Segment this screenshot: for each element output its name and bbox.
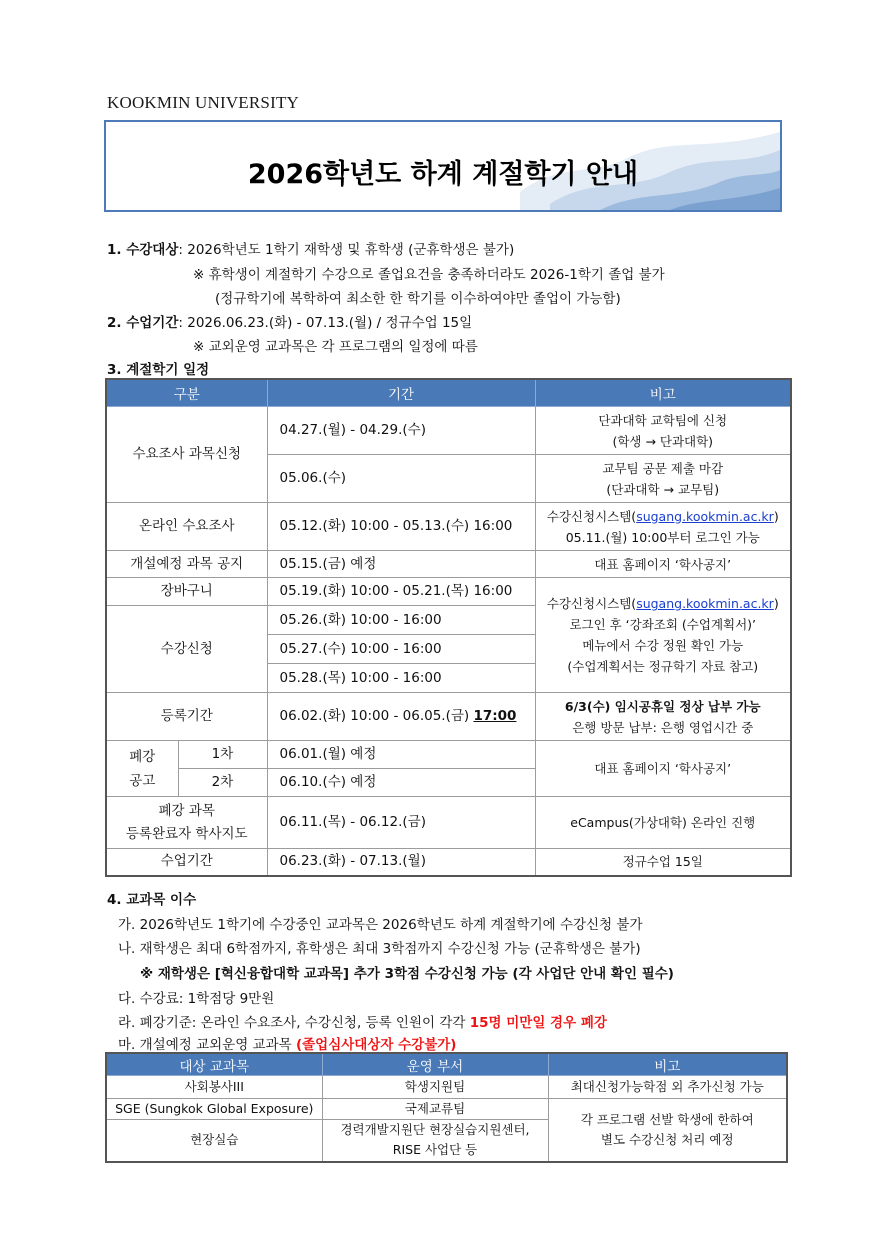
col-header-course-remarks: 비고: [548, 1053, 787, 1076]
row-label-class-period: 수업기간: [106, 849, 267, 876]
row-label-registration: 수강신청: [106, 606, 267, 693]
section1-label: 1. 수강대상: [107, 242, 179, 258]
course-department: 경력개발지원단 현장실습지원센터, RISE 사업단 등: [322, 1120, 548, 1162]
section4-label: 4. 교과목 이수: [107, 892, 197, 908]
col-header-category: 구분: [106, 379, 267, 407]
col-header-remarks: 비고: [535, 379, 791, 407]
table-row: [106, 797, 791, 849]
row-label-closing: 폐강 공고: [106, 741, 178, 797]
table-row: [106, 551, 791, 578]
course-name: 사회봉사III: [106, 1076, 322, 1099]
cell-reg-period-3: 05.28.(목) 10:00 - 16:00: [267, 664, 535, 693]
course-header-row: [106, 1053, 787, 1076]
cell-class-period: 06.23.(화) - 07.13.(월): [267, 849, 535, 876]
table-row: [106, 578, 791, 606]
cell-demand-period-2: 05.06.(수): [267, 455, 535, 503]
section2-label: 2. 수업기간: [107, 315, 179, 331]
cell-cart-period: 05.19.(화) 10:00 - 05.21.(목) 16:00: [267, 578, 535, 606]
page-title: 2026학년도 하계 계절학기 안내: [247, 159, 639, 190]
cell-reg-period-2: 05.27.(수) 10:00 - 16:00: [267, 635, 535, 664]
cell-demand-note-1: 단과대학 교학팀에 신청 (학생 → 단과대학): [535, 407, 791, 455]
row-label-guidance: 폐강 과목 등록완료자 학사지도: [106, 797, 267, 849]
cell-demand-period-1: 04.27.(월) - 04.29.(수): [267, 407, 535, 455]
section2-note: ※ 교외운영 교과목은 각 프로그램의 일정에 따름: [193, 339, 478, 355]
cell-closing-2-period: 06.10.(수) 예정: [267, 769, 535, 797]
section2-text: : 2026.06.23.(화) - 07.13.(월) / 정규수업 15일: [178, 315, 473, 331]
section4-item-ga: 가. 2026학년도 1학기에 수강중인 교과목은 2026학년도 하계 계절학기에 수강신청 불가: [118, 917, 643, 933]
cell-notice-period: 05.15.(금) 예정: [267, 551, 535, 578]
section2-line: [107, 311, 472, 331]
cell-online-period: 05.12.(화) 10:00 - 05.13.(수) 16:00: [267, 503, 535, 551]
table-row: [106, 741, 791, 769]
course-remarks: 각 프로그램 선발 학생에 한하여 별도 수강신청 처리 예정: [548, 1099, 787, 1162]
course-department: 국제교류팀: [322, 1099, 548, 1120]
section1-line: [107, 238, 514, 258]
cell-registration-note: 수강신청시스템(sugang.kookmin.ac.kr) 로그인 후 ‘강좌조회 (수업계획서)’ 메뉴에서 수강 정원 확인 가능 (수업계획서는 정규학기 자료 참고): [535, 578, 791, 693]
course-table: [105, 1052, 788, 1163]
university-name: KOOKMIN UNIVERSITY: [107, 93, 300, 112]
section4-item-na: 나. 재학생은 최대 6학점까지, 휴학생은 최대 3학점까지 수강신청 가능 (군휴학생은 불가): [118, 941, 641, 957]
table-row: [106, 693, 791, 741]
closing-criteria: 15명 미만일 경우 폐강: [469, 1015, 607, 1031]
cell-guidance-period: 06.11.(목) - 06.12.(금): [267, 797, 535, 849]
col-header-course: 대상 교과목: [106, 1053, 322, 1076]
section1-note2: (정규학기에 복학하여 최소한 한 학기를 이수하여야만 졸업이 가능함): [215, 291, 621, 307]
course-remarks: 최대신청가능학점 외 추가신청 가능: [548, 1076, 787, 1099]
table-row: [106, 849, 791, 876]
table-row: [106, 407, 791, 455]
course-name: 현장실습: [106, 1120, 322, 1162]
row-label-demand-course: 수요조사 과목신청: [106, 407, 267, 503]
cell-online-note: 수강신청시스템(sugang.kookmin.ac.kr) 05.11.(월) 10:00부터 로그인 가능: [535, 503, 791, 551]
cell-closing-1: 1차: [178, 741, 267, 769]
cell-payment-period: 06.02.(화) 10:00 - 06.05.(금) 17:00: [267, 693, 535, 741]
course-department: 학생지원팀: [322, 1076, 548, 1099]
graduation-restriction: (졸업심사대상자 수강불가): [295, 1037, 457, 1053]
cell-reg-period-1: 05.26.(화) 10:00 - 16:00: [267, 606, 535, 635]
table-row: [106, 1076, 787, 1099]
cell-closing-2: 2차: [178, 769, 267, 797]
row-label-payment: 등록기간: [106, 693, 267, 741]
title-banner: [104, 120, 782, 212]
section4-item-ma: 마. 개설예정 교외운영 교과목 (졸업심사대상자 수강불가): [118, 1037, 457, 1053]
section3-label: 3. 계절학기 일정: [107, 362, 210, 378]
col-header-period: 기간: [267, 379, 535, 407]
cell-class-note: 정규수업 15일: [535, 849, 791, 876]
table-row: [106, 503, 791, 551]
sugang-link[interactable]: sugang.kookmin.ac.kr: [636, 508, 774, 524]
payment-deadline: 17:00: [473, 708, 517, 724]
section1-note1: ※ 휴학생이 계절학기 수강으로 졸업요건을 충족하더라도 2026-1학기 졸업 불가: [193, 267, 665, 283]
col-header-department: 운영 부서: [322, 1053, 548, 1076]
cell-notice-note: 대표 홈페이지 ‘학사공지’: [535, 551, 791, 578]
cell-guidance-note: eCampus(가상대학) 온라인 진행: [535, 797, 791, 849]
section4-item-ra: 라. 폐강기준: 온라인 수요조사, 수강신청, 등록 인원이 각각 15명 미만일 경우 폐강: [118, 1015, 607, 1031]
cell-demand-note-2: 교무팀 공문 제출 마감 (단과대학 → 교무팀): [535, 455, 791, 503]
section1-text: : 2026학년도 1학기 재학생 및 휴학생 (군휴학생은 불가): [178, 242, 515, 258]
schedule-header-row: [106, 379, 791, 407]
cell-closing-1-period: 06.01.(월) 예정: [267, 741, 535, 769]
section4-na-note: ※ 재학생은 [혁신융합대학 교과목] 추가 3학점 수강신청 가능 (각 사업단 안내 확인 필수): [140, 966, 674, 982]
cell-payment-note: 6/3(수) 임시공휴일 정상 납부 가능 은행 방문 납부: 은행 영업시간 중: [535, 693, 791, 741]
row-label-cart: 장바구니: [106, 578, 267, 606]
table-row: [106, 1099, 787, 1120]
row-label-notice: 개설예정 과목 공지: [106, 551, 267, 578]
schedule-table: [105, 378, 792, 877]
sugang-link[interactable]: sugang.kookmin.ac.kr: [636, 596, 774, 611]
course-name: SGE (Sungkok Global Exposure): [106, 1099, 322, 1120]
cell-closing-note: 대표 홈페이지 ‘학사공지’: [535, 741, 791, 797]
row-label-online-survey: 온라인 수요조사: [106, 503, 267, 551]
section4-item-da: 다. 수강료: 1학점당 9만원: [118, 991, 275, 1007]
